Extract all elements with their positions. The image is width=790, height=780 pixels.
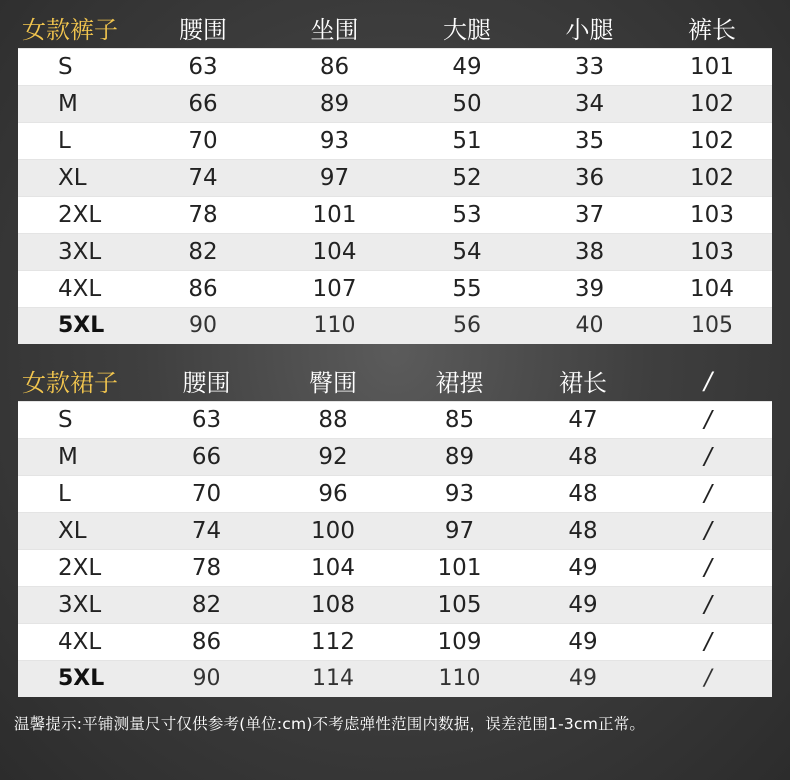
hip-value: 104 <box>269 549 397 586</box>
pants-header-row <box>18 8 772 48</box>
size-label: S <box>18 401 144 438</box>
size-label: XL <box>18 159 144 196</box>
table-row <box>18 512 772 549</box>
pants-header-calf: 小腿 <box>565 16 614 45</box>
table-row <box>18 159 772 196</box>
seat-value: 86 <box>262 48 407 85</box>
hem-value: 97 <box>397 512 522 549</box>
waist-value: 86 <box>144 623 269 660</box>
empty-value: / <box>644 512 772 549</box>
length-value: 102 <box>652 85 772 122</box>
skirt-header-length: 裙长 <box>559 369 607 398</box>
table-row <box>18 233 772 270</box>
length-value: 104 <box>652 270 772 307</box>
table-row <box>18 586 772 623</box>
length-value: 48 <box>522 512 644 549</box>
length-value: 49 <box>522 549 644 586</box>
pants-header-thigh: 大腿 <box>443 16 491 45</box>
waist-value: 86 <box>144 270 262 307</box>
hip-value: 100 <box>269 512 397 549</box>
size-label: XL <box>18 512 144 549</box>
size-label: 5XL <box>18 660 144 697</box>
waist-value: 74 <box>144 159 262 196</box>
measurement-note: 温馨提示:平铺测量尺寸仅供参考(单位:cm)不考虑弹性范围内数据，误差范围1-3cm正常。 <box>14 715 646 733</box>
length-value: 48 <box>522 475 644 512</box>
seat-value: 89 <box>262 85 407 122</box>
hip-value: 92 <box>269 438 397 475</box>
waist-value: 78 <box>144 549 269 586</box>
waist-value: 90 <box>144 660 269 697</box>
hem-value: 109 <box>397 623 522 660</box>
thigh-value: 49 <box>407 48 527 85</box>
table-row <box>18 623 772 660</box>
size-label: L <box>18 122 144 159</box>
table-row <box>18 196 772 233</box>
seat-value: 93 <box>262 122 407 159</box>
waist-value: 66 <box>144 85 262 122</box>
length-value: 49 <box>522 623 644 660</box>
length-value: 48 <box>522 438 644 475</box>
seat-value: 97 <box>262 159 407 196</box>
size-label: S <box>18 48 144 85</box>
calf-value: 39 <box>527 270 652 307</box>
hip-value: 114 <box>269 660 397 697</box>
hem-value: 85 <box>397 401 522 438</box>
calf-value: 36 <box>527 159 652 196</box>
skirt-header-hem: 裙摆 <box>435 369 484 398</box>
waist-value: 70 <box>144 475 269 512</box>
empty-value: / <box>644 623 772 660</box>
length-value: 105 <box>652 307 772 344</box>
hem-value: 101 <box>397 549 522 586</box>
calf-value: 33 <box>527 48 652 85</box>
hip-value: 96 <box>269 475 397 512</box>
thigh-value: 55 <box>407 270 527 307</box>
thigh-value: 56 <box>407 307 527 344</box>
waist-value: 90 <box>144 307 262 344</box>
seat-value: 101 <box>262 196 407 233</box>
waist-value: 63 <box>144 401 269 438</box>
hip-value: 88 <box>269 401 397 438</box>
size-label: L <box>18 475 144 512</box>
table-row <box>18 401 772 438</box>
pants-table-title: 女款裤子 <box>22 16 118 45</box>
table-row <box>18 85 772 122</box>
empty-value: / <box>644 586 772 623</box>
empty-value: / <box>644 475 772 512</box>
length-value: 101 <box>652 48 772 85</box>
table-row <box>18 48 772 85</box>
calf-value: 34 <box>527 85 652 122</box>
size-label: 2XL <box>18 549 144 586</box>
calf-value: 35 <box>527 122 652 159</box>
thigh-value: 53 <box>407 196 527 233</box>
hem-value: 105 <box>397 586 522 623</box>
hem-value: 110 <box>397 660 522 697</box>
pants-size-table <box>18 8 772 344</box>
length-value: 102 <box>652 122 772 159</box>
empty-value: / <box>644 549 772 586</box>
empty-value: / <box>644 401 772 438</box>
table-row <box>18 438 772 475</box>
table-row <box>18 122 772 159</box>
thigh-value: 52 <box>407 159 527 196</box>
thigh-value: 50 <box>407 85 527 122</box>
size-label: 5XL <box>18 307 144 344</box>
length-value: 103 <box>652 233 772 270</box>
hip-value: 112 <box>269 623 397 660</box>
length-value: 102 <box>652 159 772 196</box>
table-row <box>18 549 772 586</box>
waist-value: 74 <box>144 512 269 549</box>
thigh-value: 54 <box>407 233 527 270</box>
hem-value: 93 <box>397 475 522 512</box>
length-value: 49 <box>522 660 644 697</box>
size-label: M <box>18 438 144 475</box>
pants-header-length: 裤长 <box>688 16 736 45</box>
waist-value: 82 <box>144 233 262 270</box>
size-label: M <box>18 85 144 122</box>
length-value: 49 <box>522 586 644 623</box>
pants-header-waist: 腰围 <box>179 16 227 45</box>
length-value: 47 <box>522 401 644 438</box>
calf-value: 38 <box>527 233 652 270</box>
size-label: 4XL <box>18 270 144 307</box>
size-label: 3XL <box>18 586 144 623</box>
empty-value: / <box>644 660 772 697</box>
waist-value: 82 <box>144 586 269 623</box>
size-label: 3XL <box>18 233 144 270</box>
table-row <box>18 475 772 512</box>
waist-value: 63 <box>144 48 262 85</box>
hem-value: 89 <box>397 438 522 475</box>
seat-value: 110 <box>262 307 407 344</box>
length-value: 103 <box>652 196 772 233</box>
thigh-value: 51 <box>407 122 527 159</box>
table-row <box>18 660 772 697</box>
calf-value: 40 <box>527 307 652 344</box>
size-label: 4XL <box>18 623 144 660</box>
waist-value: 78 <box>144 196 262 233</box>
skirt-header-row <box>18 361 772 401</box>
waist-value: 66 <box>144 438 269 475</box>
skirt-header-hip: 臀围 <box>309 369 357 398</box>
skirt-header-empty: / <box>703 366 713 395</box>
table-row <box>18 307 772 344</box>
waist-value: 70 <box>144 122 262 159</box>
size-label: 2XL <box>18 196 144 233</box>
skirt-table-title: 女款裙子 <box>22 369 118 398</box>
seat-value: 104 <box>262 233 407 270</box>
skirt-header-waist: 腰围 <box>182 369 231 398</box>
empty-value: / <box>644 438 772 475</box>
calf-value: 37 <box>527 196 652 233</box>
hip-value: 108 <box>269 586 397 623</box>
seat-value: 107 <box>262 270 407 307</box>
pants-header-seat: 坐围 <box>310 16 359 45</box>
table-row <box>18 270 772 307</box>
skirt-size-table <box>18 361 772 697</box>
